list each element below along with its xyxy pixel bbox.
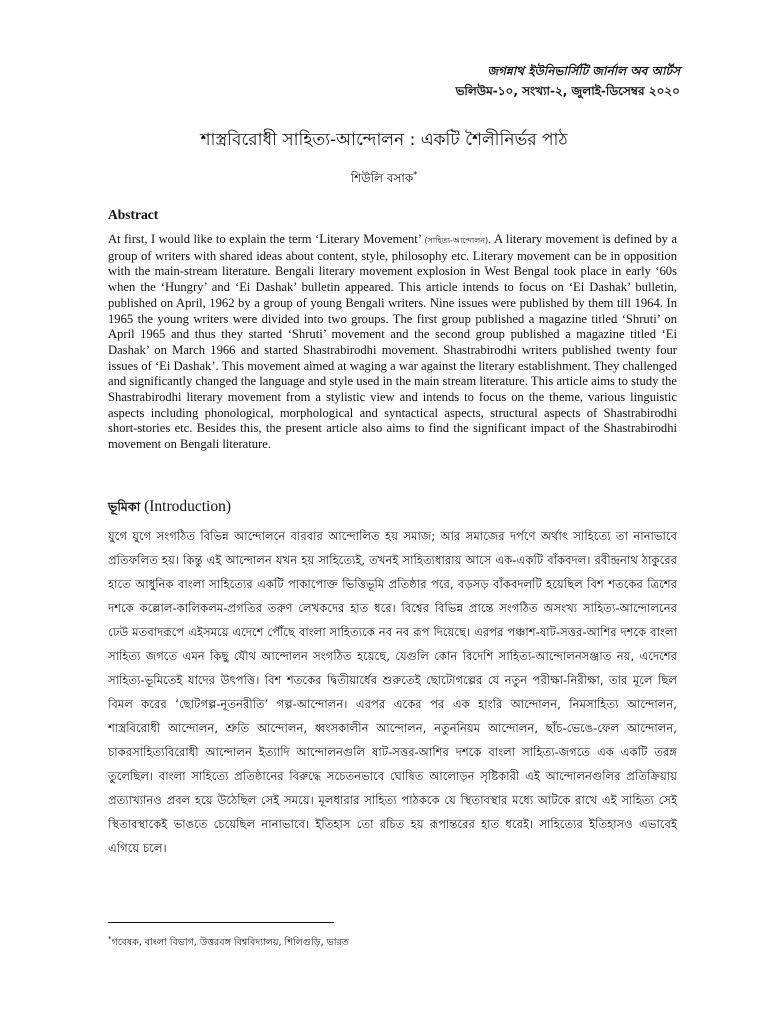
introduction-heading-bn: ভূমিকা	[108, 499, 141, 514]
footnote	[108, 932, 349, 950]
abstract-bengali-term: (সাহিত্য-আন্দোলন)	[424, 236, 489, 245]
footnote-mark: *	[108, 935, 112, 943]
journal-name: জগন্নাথ ইউনিভার্সিটি জার্নাল অব আর্টস	[487, 64, 680, 78]
author-footnote-mark: *	[413, 170, 418, 179]
issue-info: ভলিউম-১০, সংখ্যা-২, জুলাই-ডিসেম্বর ২০২০	[455, 84, 680, 98]
abstract-text-start: At first, I would like to explain the term ‘Literary Movement’	[108, 232, 422, 246]
abstract-text-rest: . A literary movement is defined by a group of writers with shared ideas about content, style, philosophy etc. Literary movement can be in opposition with the main-stream literature. Bengali literary movement explosion in West Bengal took place in early ‘60s when the ‘Hungry’ and ‘Ei Dashak’ bulletin appeared. This article intends to focus on ‘Ei Dashak’ bulletin, published on April, 1962 by a group of young Bengali writers. Nine issues were published by them till 1964. In 1965 the young writers were divided into two groups. The first group published a magazine titled ‘Shruti’ on April 1965 and thus they started ‘Shruti’ movement and the second group published a magazine titled ‘Ei Dashak’ on March 1966 and started Shastrabirodhi movement. Shastrabirodhi writers published twenty four issues of ‘Ei Dashak’. This movement aimed at waging a war against the literary establishment. They challenged and significantly changed the language and style used in the main stream literature. This article aims to study the Shastrabirodhi literary movement from a stylistic view and intends to focus on the theme, various linguistic aspects including phonological, morphological and syntactical aspects, structural aspects of Shastrabirodhi short-stories etc. Besides this, the present article also aims to find the significant impact of the Shastrabirodhi movement on Bengali literature.	[108, 232, 677, 452]
author-name: শিউলি বসাক	[350, 171, 414, 185]
abstract-heading: Abstract	[108, 207, 159, 222]
footnote-separator	[108, 922, 334, 923]
abstract-body	[108, 232, 677, 453]
introduction-heading-en: (Introduction)	[140, 498, 232, 515]
introduction-heading	[108, 496, 231, 518]
footnote-text: গবেষক, বাংলা বিভাগ, উত্তরবঙ্গ বিশ্ববিদ্যালয়, শিলিগুড়ি, ভারত	[111, 937, 349, 949]
article-title: শাস্ত্রবিরোধী সাহিত্য-আন্দোলন : একটি শৈলীনির্ভর পাঠ	[200, 130, 568, 150]
author-line	[0, 166, 768, 187]
introduction-paragraph: যুগে যুগে সংগঠিত বিভিন্ন আন্দোলনে বারবার আন্দোলিত হয় সমাজ; আর সমাজের দর্পণে অর্থাৎ সাহিত্যে তা নানাভাবে প্রতিফলিত হয়। কিন্তু এই আন্দোলন যখন হয় সাহিত্যেই, তখনই সাহিত্যধারায় আসে এক-একটি বাঁকবদল। রবীন্দ্রনাথ ঠাকুরের হাতে আধুনিক বাংলা সাহিত্যের একটি পাকাপোক্ত ভিত্তিভূমি প্রতিষ্ঠার পরে, বড়সড় বাঁকবদলটি হয়েছিল বিশ শতকের ত্রিশের দশকে কল্লোল-কালিকলম-প্রগতির তরুণ লেখকদের হাত ধরে। বিশ্বের বিভিন্ন প্রান্তে সংগঠিত অসংখ্য সাহিত্য-আন্দোলনের ঢেউ মতবাদরূপে এইসময়ে এদেশে পৌঁছে বাংলা সাহিত্যকে নব নব রূপ দিয়েছে। এরপর পঞ্চাশ-ষাট-সত্তর-আশির দশকে বাংলা সাহিত্য জগতে এমন কিছু যৌথ আন্দোলন সংগঠিত হয়েছে, যেগুলি কোন বিদেশি সাহিত্য-আন্দোলনসঞ্জাত নয়, এদেশের সাহিত্য-ভূমিতেই যাদের উৎপত্তি। বিশ শতকের দ্বিতীয়ার্ধের শুরুতেই ছোটোগল্পের যে নতুন পরীক্ষা-নিরীক্ষা, তার মূলে ছিল বিমল করের ‘ছোটগল্প-নূতনরীতি’ গল্প-আন্দোলন। এরপর একের পর এক হাংরি আন্দোলন, নিমসাহিত্য আন্দোলন, শাস্ত্রবিরোধী আন্দোলন, শ্রুতি আন্দোলন, ধ্বংসকালীন আন্দোলন, নতুননিয়ম আন্দোলন, ছাঁচ-ভেঙে-ফেল আন্দোলন, চাকরসাহিত্যবিরোধী আন্দোলন ইত্যাদি আন্দোলনগুলি ষাট-সত্তর-আশির দশকে বাংলা সাহিত্য-জগতে এক একটি তরঙ্গ তুলেছিল। বাংলা সাহিত্যে প্রতিষ্ঠানের বিরুদ্ধে সচেতনভাবে ঘোষিত আলোড়ন সৃষ্টিকারী এই আন্দোলনগুলির প্রতিক্রিয়ায় প্রত্যাখ্যানও প্রবল হয়ে উঠেছিল সেই সময়ে। মূলধারার সাহিত্য পাঠককে যে স্থিতাবস্থার মধ্যে আটকে রাখে এই সাহিত্য সেই স্থিতাবস্থাকেই ভাঙতে চেয়েছিল নানাভাবে। ইতিহাস তো রচিত হয় রূপান্তরের হাত ধরেই। সাহিত্যের ইতিহাসও এভাবেই এগিয়ে চলে।	[108, 529, 677, 855]
